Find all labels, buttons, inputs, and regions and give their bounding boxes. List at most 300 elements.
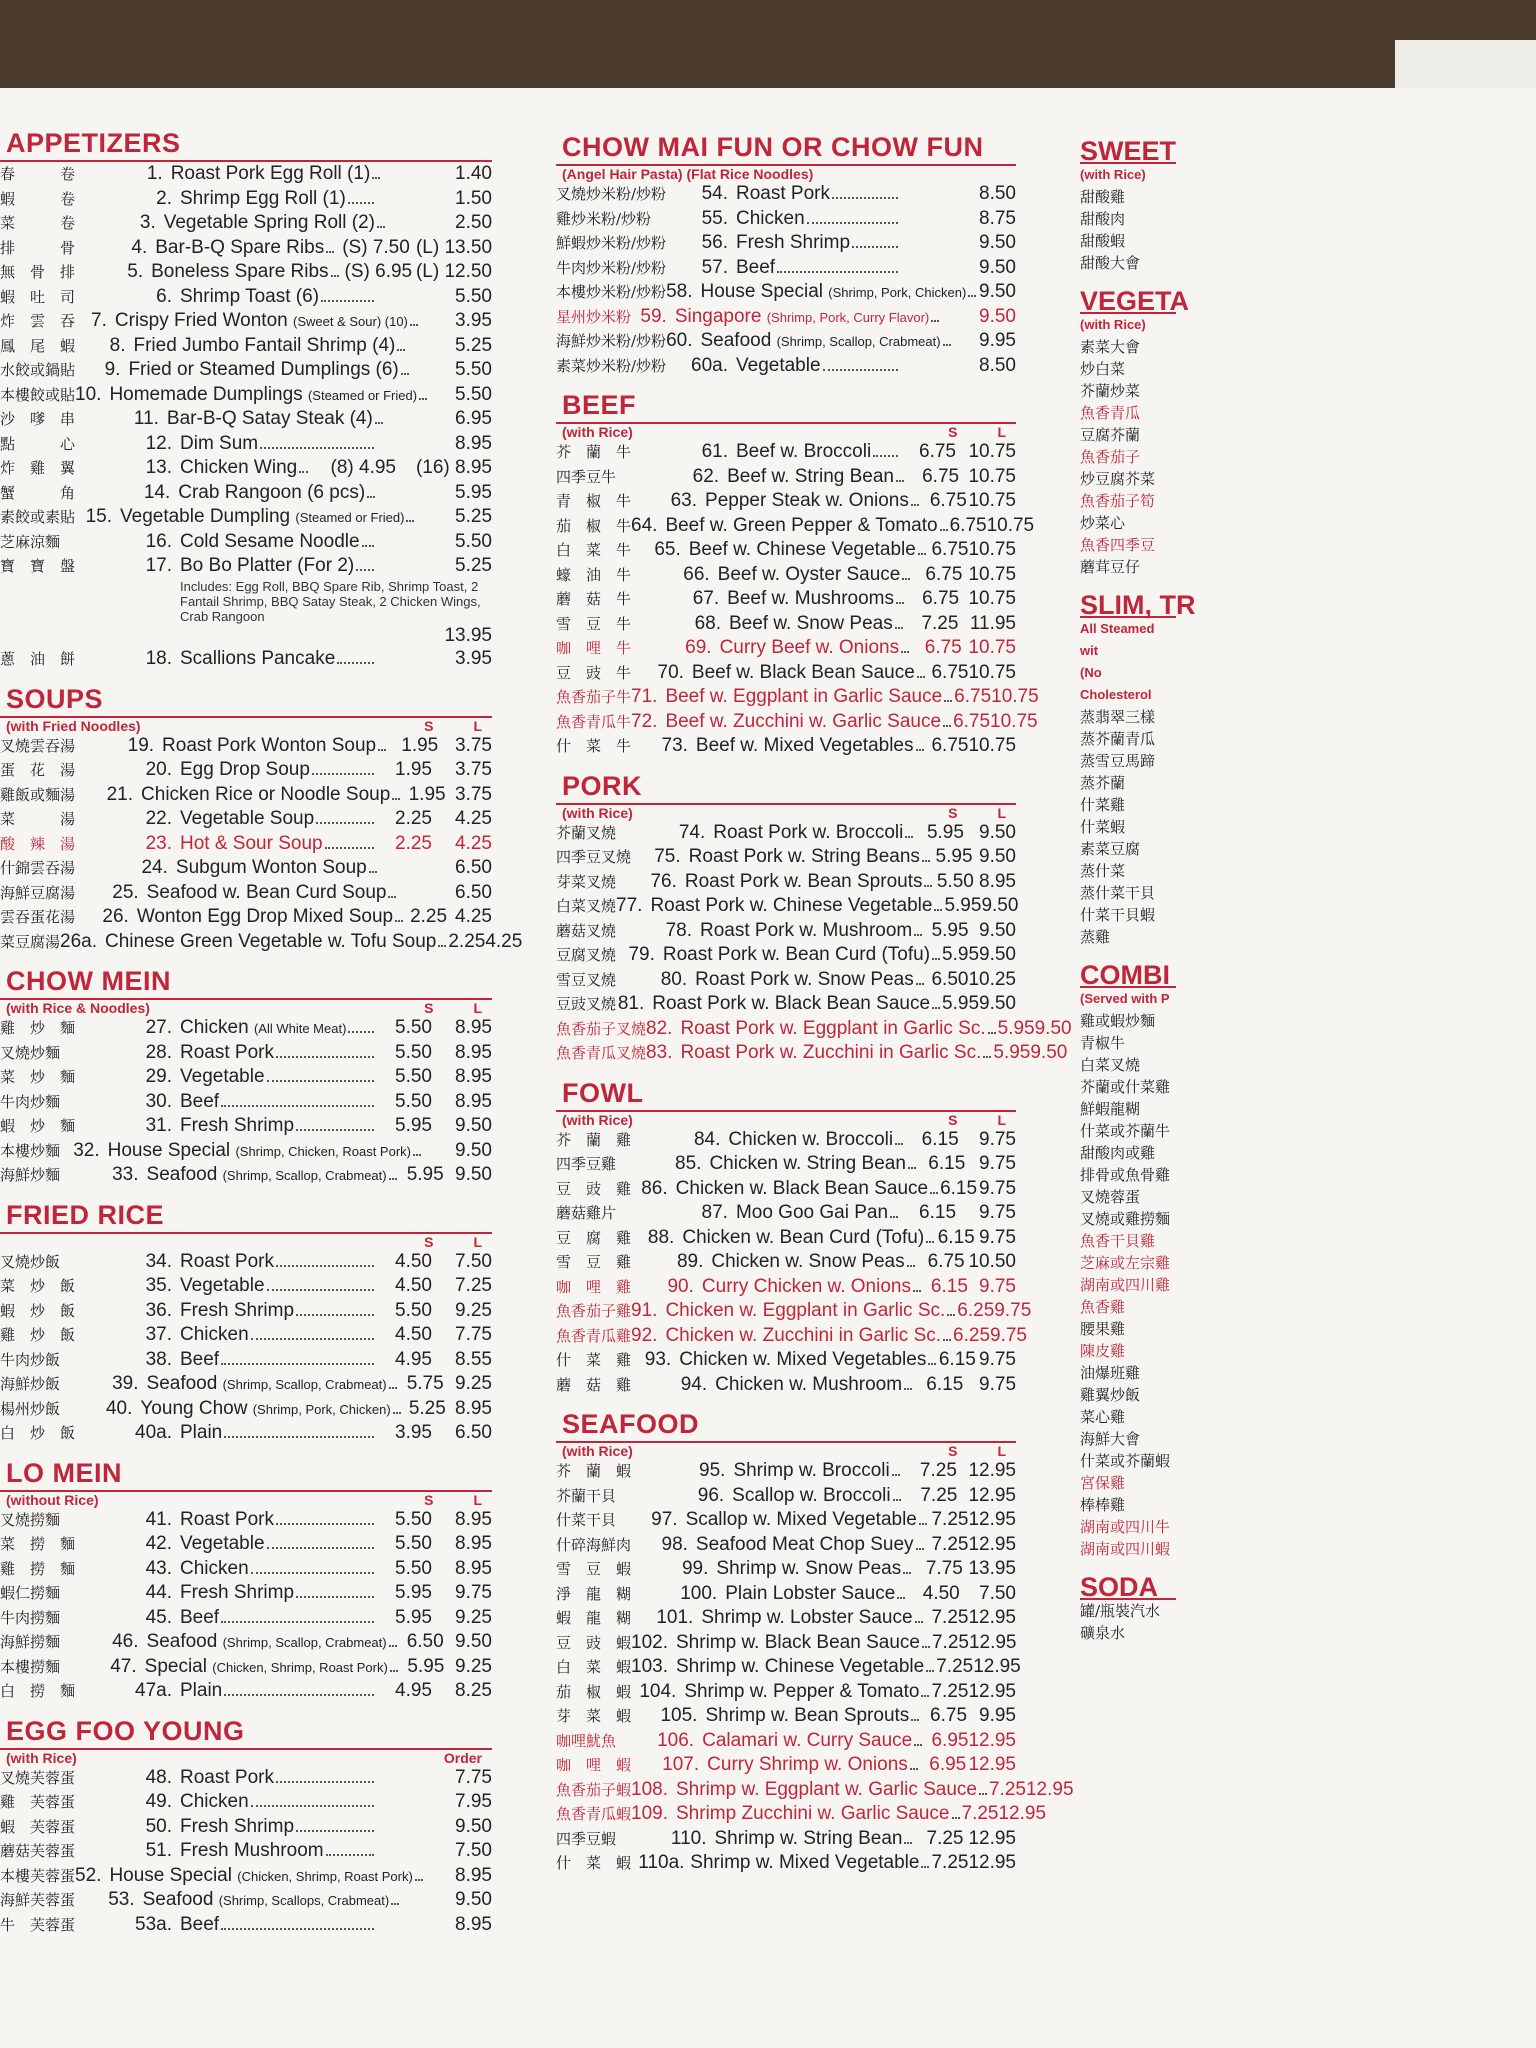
menu-item-row[interactable] <box>556 1729 1016 1754</box>
item-chinese-name: 芽菜叉燒 <box>556 872 617 891</box>
item-chinese-name: 魚香茄子叉燒 <box>556 1019 647 1038</box>
price-large: 12.95 <box>968 1754 1016 1775</box>
menu-item-row[interactable] <box>556 894 1019 919</box>
side-chinese-item: 魚香雞 <box>1080 1298 1126 1316</box>
menu-item-row[interactable] <box>0 832 492 857</box>
price-large: 6.95 <box>455 408 492 429</box>
menu-item-row[interactable] <box>556 563 1016 588</box>
menu-item-row[interactable] <box>556 1655 1021 1680</box>
item-name <box>155 236 324 260</box>
item-name <box>700 329 940 354</box>
side-section-subtitle: All Steamed wit <box>1080 621 1155 658</box>
menu-item-row[interactable] <box>556 1631 1016 1656</box>
menu-item-row[interactable] <box>0 1114 492 1139</box>
menu-item-row[interactable] <box>556 821 1016 846</box>
menu-item-row[interactable] <box>556 845 1016 870</box>
price-large: 9.25 <box>455 1606 492 1628</box>
menu-item-row[interactable] <box>556 1299 1032 1324</box>
price-small: 5.50 <box>936 870 974 892</box>
menu-item-row[interactable] <box>556 1606 1016 1631</box>
menu-item-row[interactable] <box>0 1372 492 1397</box>
price-small: 6.75 <box>954 686 992 707</box>
menu-item-row[interactable] <box>0 1655 492 1680</box>
menu-item-row[interactable] <box>0 1532 492 1557</box>
item-number: 2. <box>156 187 172 209</box>
menu-item-row[interactable] <box>556 329 1016 354</box>
menu-item-row[interactable] <box>556 1459 1016 1484</box>
leader-dots <box>907 1265 915 1267</box>
side-section-combi <box>1080 960 1176 1560</box>
menu-item-row[interactable] <box>556 1324 1027 1349</box>
leader-dots <box>852 246 898 248</box>
item-name <box>145 1655 388 1680</box>
menu-item-row[interactable] <box>0 407 492 432</box>
side-chinese-item: 蒸雞 <box>1080 928 1111 946</box>
price-large: 12.95 <box>968 1827 1016 1849</box>
item-name <box>702 1729 912 1753</box>
menu-item-row[interactable] <box>556 207 1016 232</box>
item-chinese-name: 菜豆腐湯 <box>0 932 61 951</box>
item-number: 93. <box>644 1349 672 1370</box>
item-chinese-name: 雪 豆 牛 <box>556 614 632 633</box>
menu-item-row[interactable] <box>556 1802 1047 1827</box>
section-subheader <box>0 718 492 734</box>
item-number: 94. <box>680 1373 708 1395</box>
leader-dots <box>389 1387 397 1389</box>
menu-item-row[interactable] <box>556 943 1016 968</box>
menu-item-row[interactable] <box>556 1226 1016 1251</box>
menu-item-row[interactable] <box>0 1913 492 1938</box>
price-large: 10.75 <box>968 465 1016 487</box>
price-small: 5.50 <box>395 1508 432 1530</box>
menu-item-row[interactable] <box>556 1201 1016 1226</box>
price-large: 9.50 <box>979 919 1016 941</box>
menu-item-row[interactable] <box>0 1679 492 1704</box>
price-large: 3.95 <box>455 310 492 331</box>
menu-item-row[interactable] <box>0 1274 492 1299</box>
item-chinese-name: 魚香茄子蝦 <box>556 1780 632 1799</box>
menu-item-row[interactable] <box>0 309 492 334</box>
price-large: 9.25 <box>455 1373 492 1394</box>
item-name-text: Plain <box>180 1680 223 1701</box>
menu-item-row[interactable] <box>0 1421 492 1446</box>
menu-item-row[interactable] <box>556 1275 1016 1300</box>
price-large: 10.25 <box>968 968 1016 990</box>
item-number: 90. <box>667 1275 694 1297</box>
menu-item-row[interactable] <box>0 1323 492 1348</box>
item-name <box>171 162 371 186</box>
menu-item-row[interactable] <box>556 919 1016 944</box>
side-chinese-item: 什菜或芥蘭牛 <box>1080 1122 1171 1140</box>
menu-item-row[interactable] <box>556 1827 1016 1852</box>
item-name <box>180 456 297 480</box>
item-name <box>180 1348 219 1372</box>
menu-item-row[interactable] <box>0 358 492 383</box>
menu-item-row[interactable] <box>0 285 492 310</box>
menu-item-row[interactable] <box>0 260 492 285</box>
item-name-text: Vegetable <box>736 354 821 376</box>
menu-item-row[interactable] <box>556 734 1016 759</box>
menu-item-row[interactable] <box>556 354 1016 379</box>
menu-item-row[interactable] <box>0 481 492 506</box>
menu-item-row[interactable] <box>556 280 1016 305</box>
price-large: 8.50 <box>979 354 1016 376</box>
item-name-text: Bar-B-Q Satay Steak (4) <box>166 408 373 429</box>
side-chinese-item: 湖南或四川牛 <box>1080 1518 1171 1536</box>
item-name <box>736 231 850 255</box>
menu-item-row[interactable] <box>0 881 492 906</box>
menu-item-row[interactable] <box>0 554 492 579</box>
price-small: 5.95 <box>997 1017 1035 1039</box>
menu-item-row[interactable] <box>556 231 1016 256</box>
menu-item-row[interactable] <box>556 489 1016 514</box>
menu-item-row[interactable] <box>556 1373 1016 1398</box>
item-number: 60. <box>666 330 693 351</box>
side-chinese-item: 炒白菜 <box>1080 360 1126 378</box>
menu-item-row[interactable] <box>556 1152 1016 1177</box>
size-label-small: S <box>948 424 958 440</box>
left-column <box>0 128 523 1949</box>
menu-item-row[interactable] <box>0 1581 492 1606</box>
menu-item-row[interactable] <box>0 1397 492 1422</box>
item-number: 98. <box>661 1533 688 1555</box>
item-name-text: Beef w. Black Bean Sauce <box>691 661 915 683</box>
menu-item-row[interactable] <box>0 530 492 555</box>
item-note: (Shrimp, Scallop, Crabmeat) <box>222 1377 387 1392</box>
item-chinese-name: 豆 豉 牛 <box>556 663 632 682</box>
side-chinese-item: 素菜大會 <box>1080 338 1141 356</box>
menu-item-row[interactable] <box>0 1139 492 1164</box>
menu-item-row[interactable] <box>0 383 492 408</box>
menu-item-row[interactable] <box>556 1017 1072 1042</box>
item-number: 26. <box>102 906 129 927</box>
menu-item-row[interactable] <box>556 636 1016 661</box>
item-name-text: Roast Pork <box>180 1041 274 1063</box>
item-name <box>728 1128 893 1152</box>
item-name-text: Roast Pork w. Eggplant in Garlic Sc. <box>680 1017 986 1039</box>
price-small: 7.25 <box>936 1656 974 1677</box>
item-number: 107. <box>662 1754 700 1775</box>
price-small: 7.25 <box>961 1803 999 1824</box>
menu-item-row[interactable] <box>0 1839 492 1864</box>
leader-dots <box>931 320 939 322</box>
item-chinese-name: 蝦 炒 飯 <box>0 1301 76 1320</box>
menu-item-row[interactable] <box>556 1250 1016 1275</box>
price-small: 6.15 <box>919 1202 957 1223</box>
menu-item-row[interactable] <box>556 1128 1016 1153</box>
menu-item-row[interactable] <box>556 870 1016 895</box>
menu-item-row[interactable] <box>556 256 1016 281</box>
item-name-text: Seafood w. Bean Curd Soup <box>146 881 387 903</box>
menu-item-row[interactable] <box>556 465 1016 490</box>
item-name-text: Chinese Green Vegetable w. Tofu Soup <box>105 930 437 952</box>
item-name-text: Shrimp w. Snow Peas <box>716 1558 902 1579</box>
menu-item-row[interactable] <box>0 758 492 783</box>
item-name <box>180 647 335 671</box>
price-large: 7.75 <box>455 1324 492 1345</box>
item-chinese-name: 蘑 菇 牛 <box>556 590 632 608</box>
menu-item-row[interactable] <box>556 1533 1016 1558</box>
menu-item-row[interactable] <box>556 685 1039 710</box>
menu-item-row[interactable] <box>556 1348 1016 1373</box>
item-chinese-name: 雞 炒 飯 <box>0 1326 76 1344</box>
menu-item-row[interactable] <box>556 992 1016 1017</box>
item-number: 110a. <box>638 1852 685 1873</box>
leader-dots <box>919 1523 927 1525</box>
menu-item-row[interactable] <box>0 1299 492 1324</box>
item-chinese-name: 牛肉炒米粉/炒粉 <box>556 258 667 277</box>
price-small: 1.95 <box>408 783 446 805</box>
leader-dots <box>251 1572 374 1574</box>
menu-item-row[interactable] <box>0 1090 492 1115</box>
size-label-large: L <box>997 424 1006 440</box>
item-number: 53. <box>108 1889 135 1910</box>
item-name-text: Chicken w. Eggplant in Garlic Sc. <box>665 1300 946 1321</box>
item-number: 34. <box>145 1250 172 1272</box>
leader-dots <box>397 349 405 351</box>
menu-item-row[interactable] <box>556 1177 1016 1202</box>
item-number: 36. <box>145 1299 172 1321</box>
menu-item-row[interactable] <box>556 968 1016 993</box>
menu-item-row[interactable] <box>556 182 1016 207</box>
side-chinese-item: 芥蘭或什菜雞 <box>1080 1078 1171 1096</box>
menu-item-row[interactable] <box>556 1582 1016 1607</box>
item-name-text: Roast Pork w. Bean Curd (Tofu) <box>662 944 931 965</box>
menu-item-row[interactable] <box>0 236 492 261</box>
menu-item-row[interactable] <box>0 432 492 457</box>
item-number: 39. <box>112 1373 139 1394</box>
item-name <box>715 1373 902 1397</box>
leader-dots <box>390 1670 398 1672</box>
leader-dots <box>296 1314 374 1316</box>
price-small: 6.75 <box>931 539 969 560</box>
item-name-text: Egg Drop Soup <box>180 759 310 780</box>
menu-item-row[interactable] <box>0 1065 492 1090</box>
leader-dots <box>276 1523 374 1525</box>
menu-item-row[interactable] <box>556 710 1038 735</box>
price-small: 1.95 <box>401 734 439 756</box>
leader-dots <box>391 1903 399 1905</box>
item-number: 14. <box>143 481 171 503</box>
item-chinese-name: 咖 哩 雞 <box>556 1277 632 1296</box>
item-chinese-name: 叉燒雲吞湯 <box>0 736 76 755</box>
leader-dots <box>413 1154 421 1156</box>
menu-item-row[interactable] <box>0 1348 492 1373</box>
menu-item-row[interactable] <box>0 807 492 832</box>
menu-item-row[interactable] <box>556 587 1016 612</box>
price-small: 2.25 <box>395 808 432 829</box>
item-name-text: Beef <box>180 1913 220 1935</box>
side-chinese-item: 湖南或四川蝦 <box>1080 1540 1171 1558</box>
price-large: 9.95 <box>979 330 1016 351</box>
item-name <box>729 612 893 636</box>
leader-dots <box>928 1363 936 1365</box>
item-number: 64. <box>631 514 658 536</box>
item-name-text: Beef w. Zucchini w. Garlic Sauce <box>665 710 942 732</box>
leader-dots <box>890 1216 898 1218</box>
item-name <box>663 943 930 967</box>
menu-item-row[interactable] <box>556 661 1016 686</box>
leader-dots <box>952 1817 960 1819</box>
leader-dots <box>372 177 380 179</box>
item-name-text: Vegetable Soup <box>180 808 315 829</box>
size-label-large: L <box>473 717 482 734</box>
menu-item-row[interactable] <box>556 1778 1074 1803</box>
price-small: 6.75 <box>930 1705 968 1726</box>
side-chinese-item: 雞或蝦炒麵 <box>1080 1012 1156 1030</box>
menu-item-row[interactable] <box>0 1508 492 1533</box>
menu-item-row[interactable] <box>0 162 492 187</box>
leader-dots <box>260 447 374 449</box>
size-label-large: L <box>473 1000 482 1016</box>
menu-item-row[interactable] <box>556 1508 1016 1533</box>
menu-item-row[interactable] <box>0 1250 492 1275</box>
leader-dots <box>902 578 910 580</box>
price-small: 5.50 <box>395 1557 432 1579</box>
price-large: 9.75 <box>979 1349 1016 1370</box>
item-name-text: Shrimp w. Broccoli <box>733 1460 890 1481</box>
menu-item-row[interactable] <box>0 1815 492 1840</box>
menu-item-row[interactable] <box>556 612 1016 637</box>
side-chinese-item: 什菜蝦 <box>1080 818 1126 836</box>
item-name <box>180 1790 249 1814</box>
menu-item-row[interactable] <box>0 187 492 212</box>
side-section-sweet <box>1080 136 1177 274</box>
menu-item-row[interactable] <box>556 1557 1016 1582</box>
menu-item-row[interactable] <box>556 538 1016 563</box>
side-section-title: SODA <box>1080 1576 1176 1600</box>
menu-item-row[interactable] <box>0 505 492 530</box>
menu-item-row[interactable] <box>556 1851 1016 1876</box>
item-name-text: Seafood <box>146 1164 218 1185</box>
item-name <box>736 256 775 280</box>
size-labels <box>424 1234 492 1250</box>
item-name-text: Beef w. Eggplant in Garlic Sauce <box>665 686 943 707</box>
leader-dots <box>367 496 375 498</box>
item-chinese-name: 豆 豉 雞 <box>556 1179 632 1198</box>
menu-item-row[interactable] <box>556 305 1016 330</box>
leader-dots <box>393 1412 401 1414</box>
menu-item-row[interactable] <box>0 211 492 236</box>
side-chinese-item: 湖南或四川雞 <box>1080 1276 1171 1294</box>
price-small: 6.75 <box>929 490 967 511</box>
leader-dots <box>895 1143 903 1145</box>
price-large: 4.25 <box>485 930 523 952</box>
menu-item-row[interactable] <box>0 783 492 808</box>
section-subtitle: (with Rice) <box>562 1443 633 1459</box>
item-chinese-name: 蠔 油 牛 <box>556 565 632 584</box>
item-number: 73. <box>661 735 688 756</box>
item-number: 31. <box>145 1115 172 1136</box>
price-small: 5.95 <box>931 919 969 941</box>
item-name <box>109 383 417 408</box>
price-small: 6.50 <box>406 1631 444 1652</box>
price-large: 9.95 <box>979 1705 1016 1726</box>
side-chinese-item: 蘑茸豆仔 <box>1080 558 1141 576</box>
item-name <box>140 1397 390 1422</box>
price-large: (L) 12.50 <box>415 261 492 282</box>
side-column <box>1080 136 1196 2030</box>
item-number: 54. <box>701 183 728 204</box>
item-name-text: Roast Pork Egg Roll (1) <box>170 163 371 184</box>
price-large: 5.25 <box>455 506 493 527</box>
menu-item-row[interactable] <box>0 1864 492 1889</box>
menu-item-row[interactable] <box>556 440 1016 465</box>
item-name <box>180 285 319 309</box>
menu-item-row[interactable] <box>0 1606 492 1631</box>
item-chinese-name: 叉燒炒麵 <box>0 1043 61 1062</box>
leader-dots <box>901 651 909 653</box>
menu-item-row[interactable] <box>0 1630 492 1655</box>
item-name-text: Chicken <box>180 1017 249 1038</box>
menu-item-row[interactable] <box>0 1163 492 1188</box>
menu-item-row[interactable] <box>0 930 523 955</box>
item-name <box>108 1139 411 1164</box>
price-small: 4.95 <box>395 1348 432 1370</box>
item-number: 91. <box>631 1300 658 1321</box>
price-small: 5.95 <box>407 1655 445 1677</box>
item-name <box>180 1766 274 1790</box>
price-small: 4.50 <box>395 1324 432 1345</box>
menu-item-row[interactable] <box>0 856 492 881</box>
menu-item-row[interactable] <box>0 905 492 930</box>
item-chinese-name: 雪 豆 雞 <box>556 1253 632 1271</box>
item-name-text: Fresh Shrimp <box>736 232 851 253</box>
menu-item-row[interactable] <box>0 334 492 359</box>
item-note: (Steamed or Fried) <box>307 387 418 403</box>
menu-item-row[interactable] <box>0 1016 492 1041</box>
menu-item-row[interactable] <box>556 1041 1068 1066</box>
menu-item-row[interactable] <box>556 1753 1016 1778</box>
item-chinese-name: 蔥 油 餅 <box>0 650 76 668</box>
item-number: 5. <box>127 261 144 282</box>
item-chinese-name: 菜 炒 麵 <box>0 1068 76 1086</box>
item-number: 9. <box>104 359 121 380</box>
item-chinese-name: 蘑 菇 雞 <box>556 1375 632 1394</box>
menu-section-chow-mai-fun-or-chow-fun <box>556 132 1016 378</box>
menu-item-row[interactable] <box>0 647 492 672</box>
price-large: 5.25 <box>455 555 492 576</box>
side-chinese-item: 豆腐芥蘭 <box>1080 426 1141 444</box>
price-small: 6.75 <box>922 588 960 609</box>
item-name <box>162 734 376 758</box>
menu-item-row[interactable] <box>556 1484 1016 1509</box>
menu-item-row[interactable] <box>0 1766 492 1791</box>
item-name <box>675 305 929 330</box>
menu-item-row[interactable] <box>0 1557 492 1582</box>
leader-dots <box>316 822 374 824</box>
menu-item-row[interactable] <box>556 1680 1016 1705</box>
menu-item-row[interactable] <box>0 1888 492 1913</box>
item-name-text: Wonton Egg Drop Mixed Soup <box>136 906 394 927</box>
menu-item-row[interactable] <box>0 1790 492 1815</box>
menu-item-row[interactable] <box>0 1041 492 1066</box>
item-name-text: Chicken w. Broccoli <box>728 1128 894 1150</box>
item-name <box>180 530 360 554</box>
leader-dots <box>873 455 898 457</box>
item-chinese-name: 豆 腐 雞 <box>556 1228 632 1247</box>
menu-item-row[interactable] <box>556 1704 1016 1729</box>
menu-item-row[interactable] <box>556 514 1035 539</box>
item-name <box>665 1324 941 1348</box>
price-large: 10.75 <box>968 661 1016 683</box>
item-name-text: Seafood Meat Chop Suey <box>695 1533 914 1555</box>
menu-item-row[interactable] <box>0 734 492 759</box>
item-number: 85. <box>675 1153 702 1174</box>
menu-item-row[interactable] <box>0 456 492 481</box>
item-chinese-name: 無 骨 排 <box>0 263 76 281</box>
price-small: 5.95 <box>395 1115 432 1136</box>
